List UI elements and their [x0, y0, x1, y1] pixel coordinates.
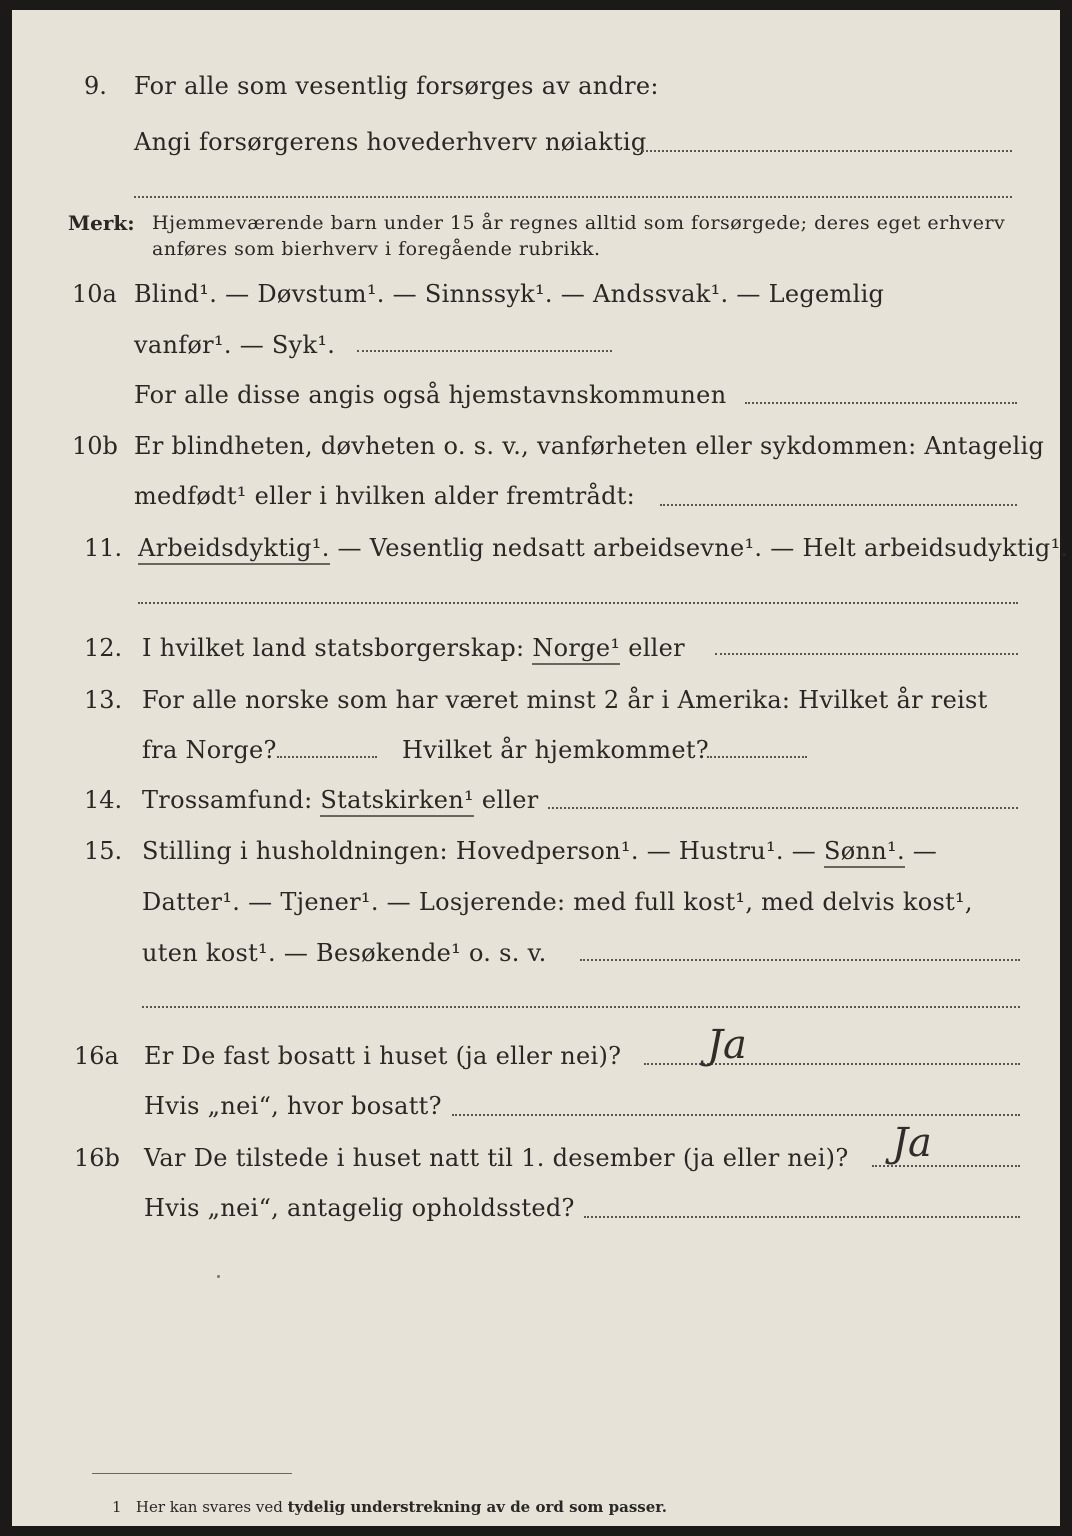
q10a-text-2: vanfør¹. — Syk¹. [134, 331, 336, 359]
footnote-rule [92, 1473, 292, 1474]
q13-number: 13. [84, 686, 123, 714]
q15-number: 15. [84, 837, 123, 865]
q14-row [142, 785, 539, 815]
q16a-followup: Hvis „nei“, hvor bosatt? [144, 1092, 442, 1120]
q13-answer-line-1 [277, 756, 377, 758]
q16a-number: 16a [74, 1042, 119, 1070]
q16b-number: 16b [74, 1144, 120, 1172]
q14-text: Trossamfund: [142, 786, 321, 814]
footnote-marker: 1 [112, 1498, 122, 1516]
q9-followup: Angi forsørgerens hovederhverv nøiaktig [134, 128, 647, 156]
q9-text: For alle som vesentlig forsørges av andre: [134, 72, 659, 100]
q13-text-2a: fra Norge? [142, 736, 277, 764]
q15-text-2: Datter¹. — Tjener¹. — Losjerende: med full kost¹, med delvis kost¹, [142, 888, 973, 916]
paper-speck [217, 1275, 220, 1278]
merk-label: Merk: [68, 211, 135, 235]
q11-option-arbeidsdyktig: Arbeidsdyktig¹. [138, 534, 330, 565]
q9-answer-line [637, 150, 1012, 152]
q11-number: 11. [84, 534, 123, 562]
q10a-followup: For alle disse angis også hjemstavnskommunen [134, 381, 727, 409]
q12-answer-line [715, 653, 1018, 655]
q13-text: For alle norske som har været minst 2 år i Amerika: Hvilket år reist [142, 686, 988, 714]
footnote [112, 1497, 667, 1517]
q16a-handwritten-answer: Ja [707, 1022, 747, 1068]
q14-number: 14. [84, 786, 123, 814]
q15-answer-line [580, 959, 1020, 961]
q12-text-rest: eller [620, 634, 685, 662]
q16a-followup-line [452, 1114, 1020, 1116]
q15-option-sonn: Sønn¹. [824, 837, 905, 868]
q10b-text: Er blindheten, døvheten o. s. v., vanførheten eller sykdommen: Antagelig [134, 432, 1045, 460]
q10a-answer-line [357, 350, 612, 352]
q16b-followup: Hvis „nei“, antagelig opholdssted? [144, 1194, 575, 1222]
q16a-answer-line [644, 1063, 1020, 1065]
q16b-text: Var De tilstede i huset natt til 1. desember (ja eller nei)? [144, 1144, 849, 1172]
q13-text-2b: Hvilket år hjemkommet? [402, 736, 709, 764]
q13-answer-line-2 [707, 756, 807, 758]
q15-text-3: uten kost¹. — Besøkende¹ o. s. v. [142, 939, 547, 967]
q11-answer-line [138, 602, 1018, 604]
census-form-page [12, 10, 1069, 1526]
q10a-number: 10a [72, 280, 117, 308]
q12-row [142, 633, 685, 663]
q16b-followup-line [584, 1216, 1020, 1218]
q15-text-rest: — [904, 837, 938, 865]
q9-number: 9. [84, 72, 107, 100]
merk-line-2: anføres som bierhverv i foregående rubrikk. [152, 238, 601, 260]
q15-answer-line-2 [142, 1006, 1020, 1008]
q16b-handwritten-answer: Ja [892, 1120, 932, 1166]
footnote-text-bold: tydelig understrekning av de ord som passer. [287, 1498, 668, 1516]
q10a-text: Blind¹. — Døvstum¹. — Sinnssyk¹. — Andssvak¹. — Legemlig [134, 280, 885, 308]
q11-text-rest: — Vesentlig nedsatt arbeidsevne¹. — Helt arbeidsudyktig¹. [329, 534, 1069, 562]
q12-number: 12. [84, 634, 123, 662]
q14-option-statskirken: Statskirken¹ [320, 786, 473, 817]
merk-line-1: Hjemmeværende barn under 15 år regnes alltid som forsørgede; deres eget erhverv [152, 212, 1006, 234]
q15-text: Stilling i husholdningen: Hovedperson¹. — Hustru¹. — [142, 837, 825, 865]
q14-answer-line [548, 807, 1018, 809]
q12-text: I hvilket land statsborgerskap: [142, 634, 533, 662]
q14-text-rest: eller [473, 786, 539, 814]
q10b-text-2: medfødt¹ eller i hvilken alder fremtrådt: [134, 482, 636, 510]
q11-row [138, 533, 1068, 563]
q12-option-norge: Norge¹ [532, 634, 620, 665]
q15-row [142, 836, 937, 866]
footnote-text-a: Her kan svares ved [135, 1498, 288, 1516]
q16a-text: Er De fast bosatt i huset (ja eller nei)? [144, 1042, 622, 1070]
q9-answer-line-2 [134, 196, 1012, 198]
q10a-followup-line [745, 402, 1017, 404]
q10b-number: 10b [72, 432, 118, 460]
q10b-answer-line [660, 504, 1017, 506]
